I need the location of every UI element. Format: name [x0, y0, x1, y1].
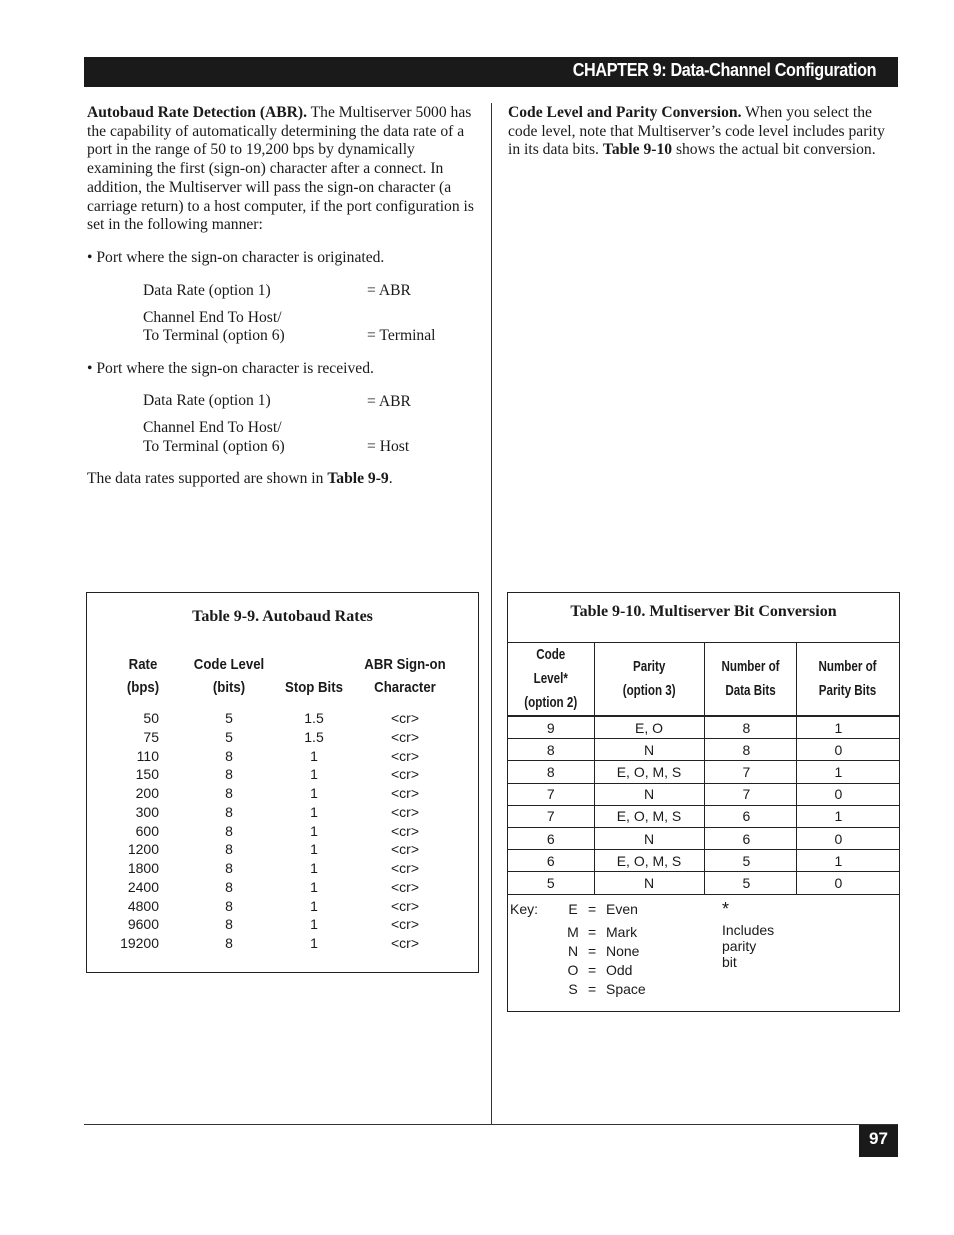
cell-code-level: 8 — [508, 761, 594, 783]
cell-parity-bits: 1 — [796, 850, 899, 872]
header-line: Parity Bits — [819, 682, 877, 699]
code-end: shows the actual bit conversion. — [672, 141, 876, 159]
cell-parity-bits: 1 — [796, 716, 899, 739]
table-body — [87, 710, 478, 954]
table-body — [508, 716, 899, 894]
cell-sign-on: <cr> — [390, 841, 419, 858]
table-row — [508, 783, 899, 805]
setting-label-line: Channel End To Host/ — [143, 419, 282, 437]
header-line: (option 2) — [524, 694, 578, 711]
cell-parity-bits: 0 — [796, 827, 899, 849]
setting-label — [143, 419, 285, 456]
setting-label: Data Rate (option 1) — [143, 392, 271, 410]
key-meaning: Space — [606, 981, 646, 997]
setting-row — [143, 392, 479, 411]
table-row — [87, 748, 478, 767]
table-row — [508, 827, 899, 849]
header-line: Number of — [818, 658, 877, 675]
chapter-title: CHAPTER 9: Data-Channel Configuration — [572, 60, 876, 80]
cell-code-level: 8 — [225, 841, 233, 858]
cell-parity-bits: 0 — [796, 783, 899, 805]
abr-heading: Autobaud Rate Detection (ABR). — [87, 104, 308, 121]
cell-data-bits: 7 — [704, 783, 796, 805]
setting-value: = Terminal — [367, 326, 436, 344]
cell-sign-on: <cr> — [390, 766, 419, 783]
left-column — [87, 104, 479, 489]
header-line: (bps) — [126, 679, 160, 696]
table-title: Table 9-9. Autobaud Rates — [192, 608, 373, 625]
cell-stop-bits: 1.5 — [304, 728, 324, 745]
table-title: Table 9-10. Multiserver Bit Conversion — [570, 603, 837, 620]
table-row — [87, 766, 478, 785]
cell-stop-bits: 1 — [310, 803, 318, 820]
cell-stop-bits: 1 — [310, 766, 318, 783]
code-text: When you select the code level, note that Multiserver’s code level includes parity in its data bits. — [508, 104, 885, 159]
header-line: Code Level — [193, 656, 265, 673]
setting-value: = ABR — [367, 392, 411, 410]
header-line: Rate — [128, 656, 158, 673]
col-header-stop-bits: Stop Bits — [285, 679, 343, 696]
cell-parity-bits: 1 — [796, 761, 899, 783]
cell-data-bits: 8 — [704, 739, 796, 761]
key-equals: = — [588, 981, 597, 997]
key-abbr: M — [567, 924, 579, 940]
cell-data-bits: 5 — [704, 872, 796, 894]
setting-label-line: To Terminal (option 6) — [143, 438, 285, 456]
header-line: Data Bits — [724, 682, 776, 699]
cell-stop-bits: 1 — [310, 747, 318, 764]
rates-paragraph — [87, 470, 479, 489]
key-meaning: None — [606, 943, 640, 959]
cell-parity: E, O — [594, 716, 704, 739]
rates-ref: Table 9-9 — [327, 470, 389, 488]
cell-code-level: 5 — [225, 710, 233, 726]
cell-code-level: 8 — [225, 766, 233, 783]
table-row — [87, 729, 478, 748]
cell-code-level: 5 — [508, 872, 594, 894]
key-equals: = — [588, 962, 597, 978]
table-row — [87, 804, 478, 823]
key-equals: = — [588, 943, 597, 959]
key-meaning: Odd — [606, 962, 633, 978]
cell-rate: 2400 — [127, 878, 159, 895]
cell-stop-bits: 1.5 — [304, 710, 324, 726]
cell-rate: 19200 — [120, 935, 159, 951]
cell-code-level: 7 — [508, 783, 594, 805]
cell-rate: 50 — [143, 710, 159, 726]
cell-stop-bits: 1 — [310, 841, 318, 858]
header-line: (option 3) — [622, 682, 676, 699]
settings-received — [143, 392, 479, 456]
rates-end: . — [388, 470, 393, 488]
key-label: Key: — [510, 901, 539, 917]
table-row — [508, 761, 899, 783]
setting-row — [143, 309, 479, 346]
table-row — [87, 860, 478, 879]
cell-code-level: 5 — [225, 728, 233, 745]
cell-code-level: 8 — [225, 878, 233, 895]
cell-parity: E, O, M, S — [594, 761, 704, 783]
code-paragraph — [508, 104, 900, 160]
column-divider — [491, 103, 492, 1125]
col-header-code-level — [192, 653, 266, 699]
setting-label — [143, 309, 285, 346]
cell-parity-bits: 0 — [796, 739, 899, 761]
cell-rate: 110 — [136, 747, 159, 764]
autobaud-rates-table — [86, 592, 479, 973]
cell-rate: 200 — [135, 785, 159, 801]
rates-text: The data rates supported are shown in — [87, 470, 328, 488]
cell-rate: 600 — [135, 822, 159, 839]
cell-rate: 75 — [143, 728, 159, 745]
table-row — [87, 879, 478, 898]
cell-sign-on: <cr> — [390, 916, 419, 933]
table-row — [87, 785, 478, 804]
col-header-data-bits — [704, 643, 796, 717]
cell-sign-on: <cr> — [390, 710, 419, 726]
col-header-parity-bits — [796, 643, 899, 717]
cell-parity: N — [594, 739, 704, 761]
cell-parity: E, O, M, S — [594, 850, 704, 872]
cell-parity: N — [594, 827, 704, 849]
cell-stop-bits: 1 — [310, 785, 318, 801]
settings-originated — [143, 282, 479, 346]
cell-sign-on: <cr> — [390, 935, 419, 951]
cell-rate: 300 — [135, 803, 159, 820]
table-row — [87, 841, 478, 860]
cell-code-level: 9 — [508, 716, 594, 739]
bit-conversion-table — [507, 592, 900, 1012]
setting-value: = Host — [367, 437, 410, 455]
cell-stop-bits: 1 — [310, 916, 318, 933]
header-line: (bits) — [212, 679, 246, 696]
cell-sign-on: <cr> — [390, 785, 419, 801]
footnote-text: Includes parity bit — [722, 922, 775, 970]
bullet-received: • Port where the sign-on character is received. — [87, 359, 374, 377]
cell-code-level: 8 — [225, 916, 233, 933]
cell-stop-bits: 1 — [310, 897, 318, 914]
setting-row — [143, 419, 479, 456]
header-line: Parity — [632, 658, 666, 675]
cell-rate: 4800 — [127, 897, 159, 914]
cell-data-bits: 8 — [704, 716, 796, 739]
abr-text: The Multiserver 5000 has the capability of automatically determining the data rate of a port in the range of 50 to 19,200 bps by dynamically examining the first (sign-on) character after a connect. In addition, the Multiserver will pass the sign-on character (a carriage return) to a host computer, if the port configuration is set in the following manner: — [87, 104, 474, 234]
header-line: Number of — [720, 658, 780, 675]
cell-sign-on: <cr> — [390, 860, 419, 876]
cell-sign-on: <cr> — [390, 878, 419, 895]
table-row — [87, 935, 478, 954]
code-heading: Code Level and Parity Conversion. — [508, 104, 742, 121]
table-row — [508, 872, 899, 894]
key-abbr: O — [567, 962, 579, 978]
cell-sign-on: <cr> — [390, 747, 419, 764]
page-number-box — [859, 1125, 898, 1157]
table-row — [87, 823, 478, 842]
cell-rate: 1200 — [127, 841, 159, 858]
asterisk-footnote — [722, 901, 774, 970]
right-column — [508, 104, 900, 160]
cell-stop-bits: 1 — [310, 935, 318, 951]
table-row — [87, 916, 478, 935]
cell-sign-on: <cr> — [390, 803, 419, 820]
chapter-header-bar — [84, 57, 898, 87]
setting-label-line: Channel End To Host/ — [143, 308, 282, 326]
setting-value: = ABR — [367, 281, 411, 299]
cell-code-level: 8 — [225, 803, 233, 820]
col-header-code-level — [508, 643, 594, 717]
cell-parity-bits: 1 — [796, 805, 899, 827]
key-equals: = — [588, 901, 597, 917]
footer-rule — [84, 1124, 898, 1125]
key-abbr: N — [567, 943, 579, 959]
table-row — [87, 898, 478, 917]
cell-code-level: 8 — [225, 860, 233, 876]
cell-data-bits: 6 — [704, 805, 796, 827]
asterisk-mark: * — [722, 899, 730, 919]
cell-code-level: 8 — [225, 747, 233, 764]
cell-code-level: 8 — [508, 739, 594, 761]
table-row — [508, 739, 899, 761]
table-row — [87, 710, 478, 729]
cell-parity-bits: 0 — [796, 872, 899, 894]
cell-data-bits: 5 — [704, 850, 796, 872]
header-line: Character — [374, 679, 436, 696]
cell-parity: N — [594, 872, 704, 894]
cell-code-level: 7 — [508, 805, 594, 827]
cell-code-level: 8 — [225, 822, 233, 839]
col-header-sign-on — [363, 653, 447, 699]
cell-parity: E, O, M, S — [594, 805, 704, 827]
code-ref: Table 9-10 — [602, 141, 673, 159]
cell-sign-on: <cr> — [390, 897, 419, 914]
setting-row — [143, 282, 479, 301]
abr-paragraph — [87, 104, 479, 235]
col-header-rate — [125, 653, 160, 699]
table-row — [508, 805, 899, 827]
table-row — [508, 716, 899, 739]
cell-stop-bits: 1 — [310, 878, 318, 895]
cell-code-level: 8 — [225, 935, 233, 951]
cell-stop-bits: 1 — [310, 860, 318, 876]
key-equals: = — [588, 924, 597, 940]
cell-rate: 1800 — [127, 860, 159, 876]
cell-sign-on: <cr> — [390, 728, 419, 745]
setting-label: Data Rate (option 1) — [143, 281, 271, 299]
col-header-parity — [594, 643, 704, 717]
page-number: 97 — [869, 1129, 888, 1148]
table-row — [508, 850, 899, 872]
key-meaning: Even — [606, 901, 638, 917]
cell-data-bits: 7 — [704, 761, 796, 783]
bullet-originated: • Port where the sign-on character is originated. — [87, 248, 385, 266]
bit-conversion-grid — [508, 642, 899, 895]
key-abbr: E — [568, 901, 578, 917]
cell-code-level: 6 — [508, 850, 594, 872]
cell-data-bits: 6 — [704, 827, 796, 849]
header-line: Code Level* — [533, 646, 568, 687]
cell-parity: N — [594, 783, 704, 805]
header-line: ABR Sign-on — [364, 656, 446, 673]
setting-label-line: To Terminal (option 6) — [143, 327, 285, 345]
cell-sign-on: <cr> — [390, 822, 419, 839]
cell-code-level: 8 — [225, 785, 233, 801]
cell-rate: 150 — [135, 766, 159, 783]
cell-code-level: 6 — [508, 827, 594, 849]
cell-code-level: 8 — [225, 897, 233, 914]
key-abbr: S — [568, 981, 578, 997]
cell-rate: 9600 — [127, 916, 159, 933]
key-meaning: Mark — [606, 924, 638, 940]
cell-stop-bits: 1 — [310, 822, 318, 839]
